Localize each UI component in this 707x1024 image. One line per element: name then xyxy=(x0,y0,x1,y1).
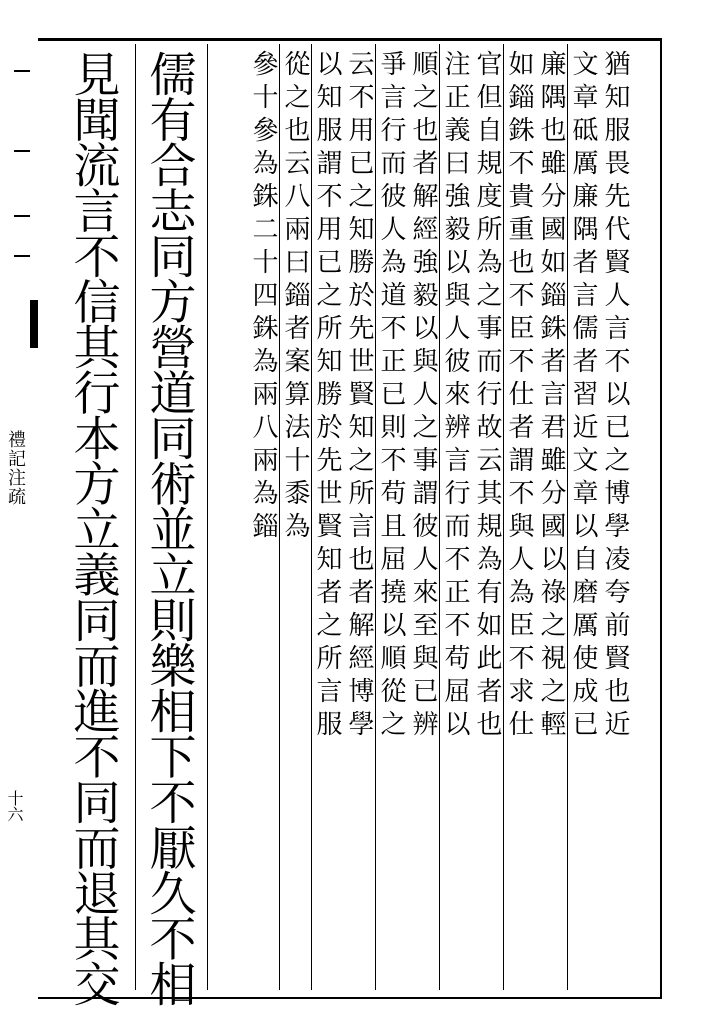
margin-ornament xyxy=(14,150,30,152)
commentary-column: 如錙銖不貴重也不臣不仕者謂不與人為臣不求仕 xyxy=(504,50,534,743)
commentary-column: 官但自規度所為之事而行故云其規為有如此者也 xyxy=(472,50,502,743)
commentary-column: 參十參為銖二十四銖為兩八兩為錙 xyxy=(248,50,278,545)
page-number: 十六 xyxy=(5,790,24,822)
commentary-column: 順之也者解經強毅以與人之事謂彼人來至與已辨 xyxy=(408,50,438,743)
commentary-column: 從之也云八兩曰錙者案算法十黍為 xyxy=(280,50,310,545)
commentary-column: 以知服謂不用已之所知勝於先世賢知者之所言服 xyxy=(312,50,342,743)
commentary-column: 云不用已之知勝於先世賢知之所言也者解經博學 xyxy=(344,50,374,743)
commentary-column: 文章砥厲廉隅者言儒者習近文章以自磨厲使成已 xyxy=(568,50,598,743)
column-rule xyxy=(207,44,208,990)
margin-ornament xyxy=(14,215,30,217)
margin-ornament xyxy=(14,70,30,72)
fish-tail-mark xyxy=(30,300,38,348)
commentary-column: 爭言行而彼人為道不正已則不苟且屈撓以順從之 xyxy=(376,50,406,743)
commentary-column: 廉隅也雖分國如錙銖者言君雖分國以祿之視之輕 xyxy=(536,50,566,743)
book-title: 禮記注疏 xyxy=(5,430,26,506)
commentary-column: 猶知服畏先代賢人言不以已之博學凌夸前賢也近 xyxy=(600,50,630,743)
main-text-column: 儒有合志同方營道同術並立則樂相下不厭久不相 xyxy=(141,50,197,1006)
column-rule xyxy=(135,44,136,990)
main-text-column: 見聞流言不信其行本方立義同而進不同而退其交 xyxy=(65,50,121,1006)
margin-ornament xyxy=(14,255,30,257)
commentary-column: 注正義曰強毅以與人彼來辨言行而不正不苟屈以 xyxy=(440,50,470,743)
